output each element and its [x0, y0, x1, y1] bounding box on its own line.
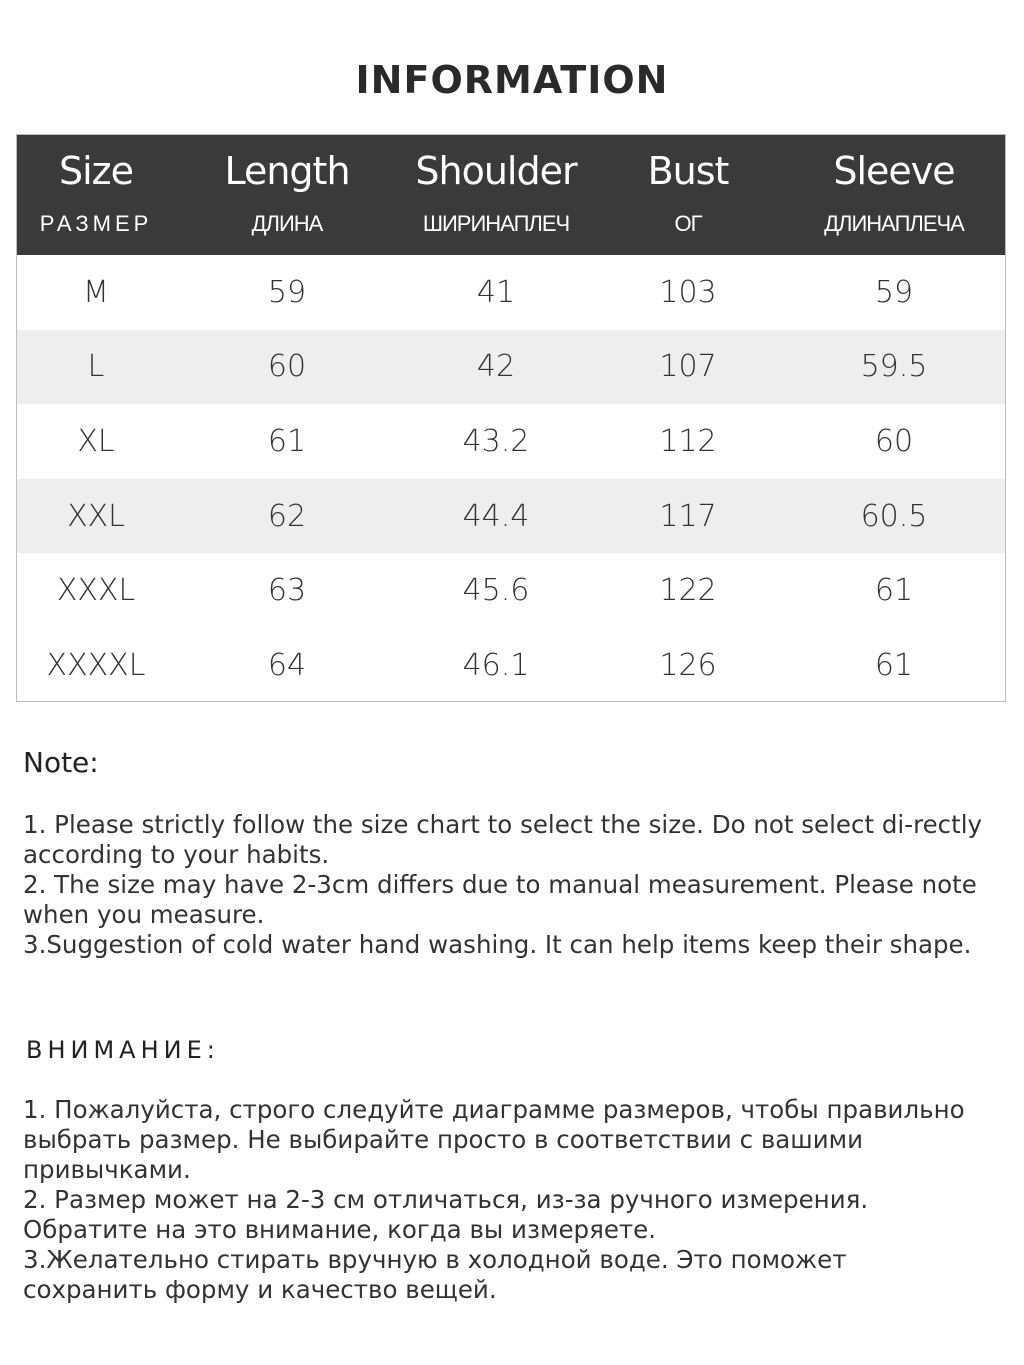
cell-bust: 107: [659, 349, 717, 385]
cell-bust: 117: [659, 498, 717, 534]
cell-size: XXL: [67, 498, 125, 534]
note-heading: Note:: [23, 746, 99, 779]
cell-length: 59: [267, 274, 307, 310]
table-row: [17, 628, 1005, 703]
cell-sleeve: 60.5: [860, 498, 928, 534]
size-chart-table: [16, 134, 1006, 702]
cell-size: XXXXL: [46, 647, 146, 683]
header-length: [175, 135, 399, 255]
note-item: 3.Желательно стирать вручную в холодной воде. Это поможет сохранить форму и качество вещей.: [23, 1245, 847, 1304]
cell-sleeve: 60: [874, 423, 914, 459]
note-heading-ru: ВНИМАНИЕ:: [26, 1036, 220, 1064]
header-label-en: Length: [224, 149, 350, 193]
cell-shoulder: 45.6: [462, 573, 530, 609]
note-text-en: [23, 810, 983, 960]
cell-shoulder: 41: [476, 274, 516, 310]
note-item: 2. Размер может на 2-3 см отличаться, из-за ручного измерения. Обратите на это внимание, когда вы измеряете.: [23, 1185, 869, 1244]
cell-sleeve: 59.5: [860, 349, 928, 385]
header-bust: [593, 135, 783, 255]
cell-bust: 122: [659, 573, 717, 609]
header-label-en: Sleeve: [833, 149, 955, 193]
header-shoulder: [399, 135, 593, 255]
cell-bust: 103: [659, 274, 717, 310]
note-item: 2. The size may have 2-3cm differs due to manual measurement. Please note when you measure.: [23, 870, 977, 929]
cell-size: XXXL: [56, 573, 136, 609]
cell-size: XL: [77, 423, 115, 459]
header-label-ru: РАЗМЕР: [39, 211, 153, 236]
table-row: [17, 330, 1005, 405]
cell-size: M: [83, 274, 109, 310]
header-label-en: Size: [58, 149, 133, 193]
header-sleeve: [783, 135, 1005, 255]
cell-sleeve: 61: [874, 573, 914, 609]
cell-shoulder: 43.2: [462, 423, 530, 459]
cell-shoulder: 44.4: [462, 498, 530, 534]
table-row: [17, 404, 1005, 479]
cell-length: 62: [267, 498, 307, 534]
cell-size: L: [87, 349, 105, 385]
header-label-en: Bust: [647, 149, 729, 193]
note-text-ru: [23, 1095, 983, 1305]
cell-length: 64: [267, 647, 307, 683]
note-item: 3.Suggestion of cold water hand washing. It can help items keep their shape.: [23, 930, 972, 959]
note-item: 1. Please strictly follow the size chart to select the size. Do not select di-rectly according to your habits.: [23, 810, 983, 869]
header-label-ru: ДЛИНА: [251, 211, 323, 236]
cell-sleeve: 61: [874, 647, 914, 683]
cell-length: 61: [267, 423, 307, 459]
table-header: [17, 135, 1005, 255]
table-body: [17, 255, 1005, 703]
table-row: [17, 255, 1005, 330]
header-label-ru: ОГ: [674, 211, 702, 236]
note-item: 1. Пожалуйста, строго следуйте диаграмме размеров, чтобы правильно выбрать размер. Не выбирайте просто в соответствии с вашими привычками.: [23, 1095, 965, 1184]
header-label-ru: ДЛИНАПЛЕЧА: [824, 211, 964, 236]
cell-bust: 112: [659, 423, 717, 459]
cell-length: 63: [267, 573, 307, 609]
table-row: [17, 479, 1005, 554]
cell-length: 60: [267, 349, 307, 385]
table-row: [17, 553, 1005, 628]
header-size: [17, 135, 175, 255]
cell-bust: 126: [659, 647, 717, 683]
cell-shoulder: 42: [476, 349, 516, 385]
header-label-en: Shoulder: [415, 149, 577, 193]
page-title: INFORMATION: [355, 58, 669, 102]
cell-sleeve: 59: [874, 274, 914, 310]
cell-shoulder: 46.1: [462, 647, 530, 683]
header-label-ru: ШИРИНАПЛЕЧ: [422, 211, 570, 236]
